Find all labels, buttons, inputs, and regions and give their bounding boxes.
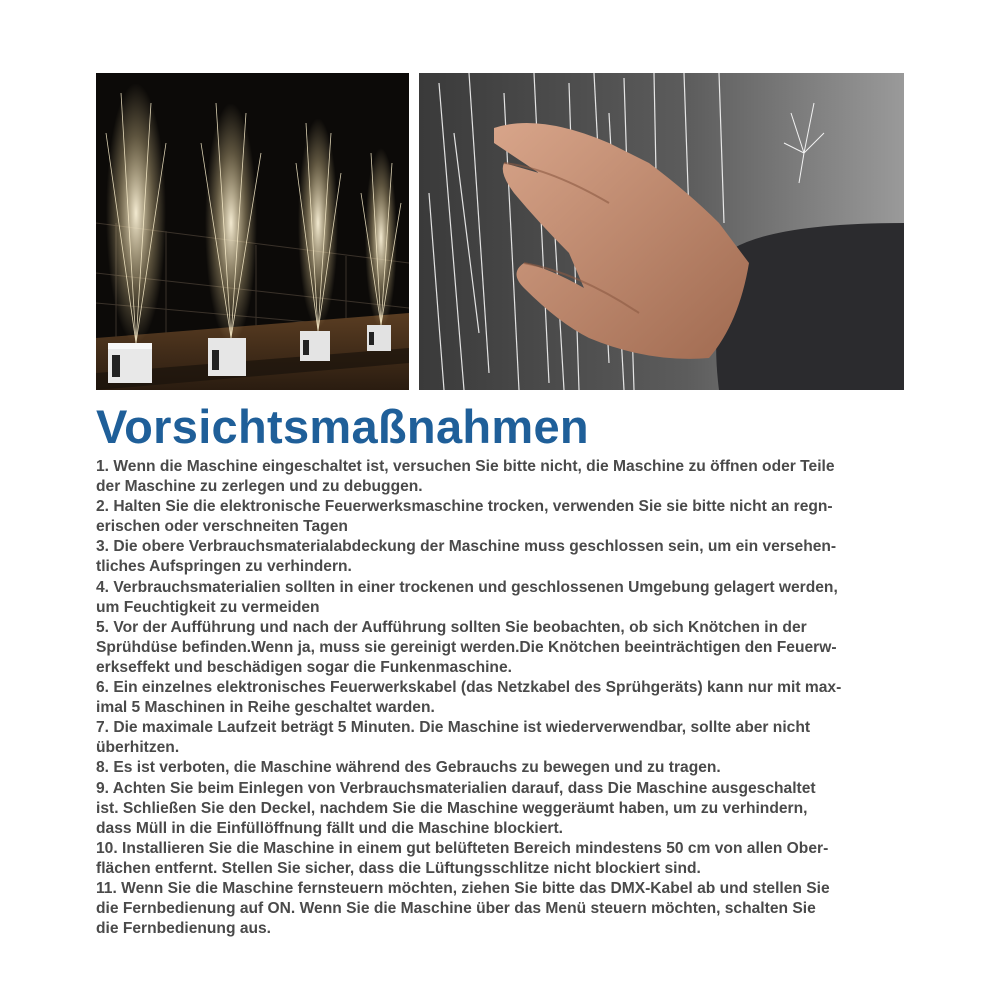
list-item: 7. Die maximale Laufzeit beträgt 5 Minuten. Die Maschine ist wiederverwendbar, sollte aber nicht überhitzen.	[96, 719, 811, 757]
list-item: 3. Die obere Verbrauchsmaterialabdeckung der Maschine muss geschlossen sein, um ein versehen- tliches Aufspringen zu verhindern.	[96, 538, 837, 576]
page-title: Vorsichtsmaßnahmen	[96, 400, 589, 453]
list-item: 6. Ein einzelnes elektronisches Feuerwerkskabel (das Netzkabel des Sprühgeräts) kann nur mit max- imal 5 Maschinen in Reihe geschaltet warden.	[96, 679, 842, 717]
list-item: 4. Verbrauchsmaterialien sollten in einer trockenen und geschlossenen Umgebung gelagert werden, um Feuchtigkeit zu vermeiden	[96, 578, 838, 616]
list-item: 9. Achten Sie beim Einlegen von Verbrauchsmaterialien darauf, dass Die Maschine ausgeschaltet ist. Schließen Sie den Deckel, nachdem Sie die Maschine weggeräumt haben, um zu verhindern, dass Müll in die Einfüllöffnung fällt und die Maschine blockiert.	[96, 779, 816, 837]
precautions-list	[96, 457, 911, 939]
list-item: 1. Wenn die Maschine eingeschaltet ist, versuchen Sie bitte nicht, die Maschine zu öffnen oder Teile der Maschine zu zerlegen und zu debuggen.	[96, 458, 835, 496]
cold-spark-machines-photo	[96, 73, 409, 390]
hand-touching-sparks-photo	[419, 73, 904, 390]
list-item: 10. Installieren Sie die Maschine in einem gut belüfteten Bereich mindestens 50 cm von allen Ober- flächen entfernt. Stellen Sie sicher, dass die Lüftungsschlitze nicht blockiert sind.	[96, 839, 829, 877]
list-item: 5. Vor der Aufführung und nach der Aufführung sollten Sie beobachten, ob sich Knötchen in der Sprühdüse befinden.Wenn ja, muss sie gereinigt werden.Die Knötchen beeinträchtigen den Feuerw- erkseffekt und beschädigen sogar die Funkenmaschine.	[96, 618, 837, 676]
list-item: 2. Halten Sie die elektronische Feuerwerksmaschine trocken, verwenden Sie sie bitte nicht an regn- erischen oder verschneiten Tagen	[96, 498, 833, 536]
list-item: 11. Wenn Sie die Maschine fernsteuern möchten, ziehen Sie bitte das DMX-Kabel ab und stellen Sie die Fernbedienung auf ON. Wenn Sie die Maschine über das Menü steuern möchten, schalten Sie die Fernbedienung aus.	[96, 879, 830, 938]
list-item: 8. Es ist verboten, die Maschine während des Gebrauchs zu bewegen und zu tragen.	[96, 759, 721, 777]
